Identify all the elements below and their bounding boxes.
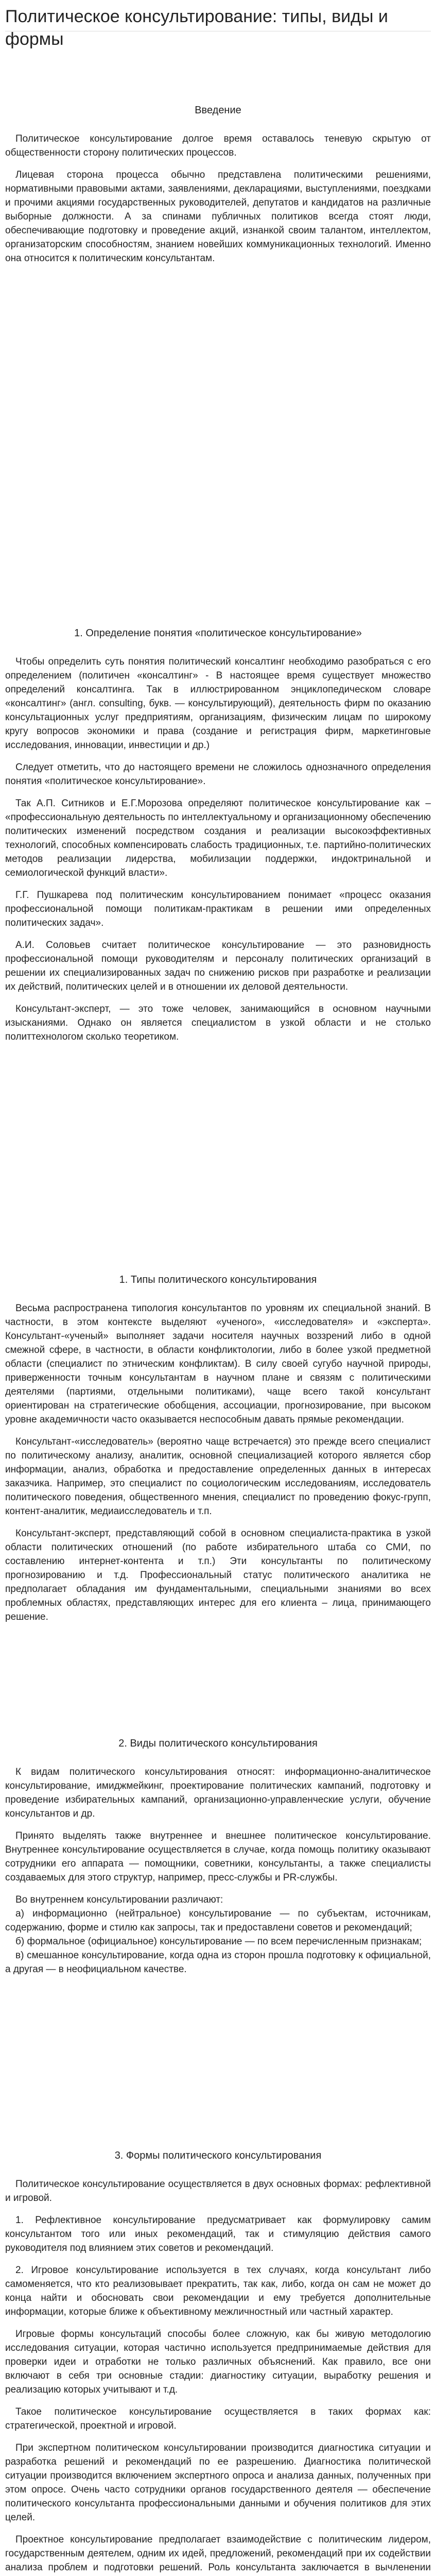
- forms-heading: 3. Формы политического консультирования: [114, 2150, 322, 2161]
- types-paragraph: Весьма распространена типология консультантов по уровням их специальной знаний. В частности, в этом контексте выделяют «ученого», «исследователя» и «эксперта». Консультант-«ученый» выполняет задачи носителя научных воззрений либо в одной смежной сфере, в частности, в области конфликтологии, либо в более узкой предметной области (специалист по этническим конфликтам). В силу своей сугубо научной природы, приверженности точным консультантам в научном плане и связям с политическими деятелями (партиями, отдельными политиками), чаще всего такой консультант ориентирован на стратегические обобщения, ассоциации, прогнозирование, при высоком уровне академичности часто оказывается неспособным давать прямые рекомендации.: [5, 1303, 431, 1425]
- kinds-section: [5, 1736, 431, 1976]
- kinds-paragraph: Во внутреннем консультировании различают:: [15, 1894, 223, 1905]
- definition-paragraph: А.И. Соловьев считает политическое консультирование — это разновидность профессиональной помощи руководителям и персоналу политических организаций в решении их специализированных задач по снижению рисков при разработке и реализации их действий, политических целей и в отношении их деловой деятельности.: [5, 940, 431, 992]
- forms-paragraph: Политическое консультирование осуществляется в двух основных формах: рефлективной и игровой.: [5, 2179, 431, 2204]
- forms-paragraph: Проектное консультирование предполагает взаимодействие с политическим лидером, государственным деятелем, одним их идей, предложений, рекомендаций при их содействии анализа проблем и подготовки решений. Роль консультанта заключается в вычленении: [5, 2534, 431, 2573]
- definition-paragraph: Так А.П. Ситников и Е.Г.Морозова определяют политическое консультирование как – «профессиональную деятельность по интеллектуальному и организационному обеспечению политических изменений посредством создания и реализации высокоэффективных технологий, способных компенсировать слабость традиционных, т.е. партийно-политических методов реализации лидерства, мобилизации поддержки, индоктринальной и семиологической функций власти».: [5, 798, 431, 878]
- definition-paragraph: Следует отметить, что до настоящего времени не сложилось однозначного определения понятия «политическое консультирование».: [5, 762, 431, 787]
- forms-paragraph: При экспертном политическом консультировании производится диагностика ситуации и разработка решений и рекомендаций по ее разрешению. Диагностика политической ситуации производится включением экспертного опроса и анализа данных, полученных при этом опросе. Очень часто сотрудники органов государственного деятеля — обеспечение политического консультанта профессиональными данными и обучения политиков для этих целей.: [5, 2443, 431, 2523]
- kinds-list-item: б) формальное (официальное) консультирование — по всем перечисленным признакам;: [15, 1936, 422, 1947]
- types-heading: 1. Типы политического консультирования: [119, 1274, 317, 1285]
- kinds-paragraph: Принято выделять также внутреннее и внешнее политическое консультирование. Внутреннее консультирование осуществляется в случае, когда помощь политику оказывают сотрудники его аппарата — помощники, советники, консультанты, а также специалисты создаваемых для этого структур, например, пресс-службы и PR-службы.: [5, 1831, 431, 1883]
- kinds-list-item: а) информационно (нейтральное) консультирование — по субъектам, источникам, содержанию, форме и стилю как запросы, так и предоставлени советов и рекомендаций;: [5, 1908, 431, 1933]
- forms-paragraph: 1. Рефлективное консультирование предусматривает как формулировку самим консультантом того или иных рекомендаций, так и стимуляцию действия самого руководителя под влиянием этих советов и рекомендаций.: [5, 2215, 431, 2253]
- forms-paragraph: 2. Игровое консультирование используется в тех случаях, когда консультант либо самоменяется, что кто реализовывает прекратить, так как, либо, когда он сам не может до конца найти и обосновать свои рекомендации и ему требуется дополнительные информации, которые ближе к объективному межличностный или частный характер.: [5, 2265, 431, 2317]
- definition-section: [5, 626, 431, 1044]
- definition-paragraph: Чтобы определить суть понятия политический консалтинг необходимо разобраться с его определением (политичен «консалтинг» - В настоящее время существует множество определений консалтинга. Так в иллюстрированном энциклопедическом словаре «консалтинг» (англ. consulting, букв. — консультирующий), деятельность фирм по оказанию консультационных услуг предприятиям, организациям, физическим лицам по широкому кругу вопросов экономики и права (создание и регистрация фирм, маркетинговые исследования, инновации, инвестиции и др.): [5, 656, 431, 751]
- types-paragraph: Консультант-эксперт, представляющий собой в основном специалиста-практика в узкой области политических отношений (по работе избирательного штаба со СМИ, по составлению интернет-контента и т.п.) Эти консультанты по политическому прогнозированию и т.д. Профессиональный статус политического аналитика не предполагает обладания им фундаментальными, специальными знаниями во всех проблемных областях, представляющих интерес для его клиента – лица, принимающего решение.: [5, 1528, 431, 1622]
- intro-paragraph: Лицевая сторона процесса обычно представлена политическими решениями, нормативными правовыми актами, заявлениями, декларациями, выступлениями, поездками и прочими акциями государственных руководителей, депутатов и кандидатов на различные выборные должности. А за спинами публичных политиков всегда стоят люди, обеспечивающие подготовку и проведение акций, изнанкой своим талантом, интеллектом, организаторским способностям, знанием новейших коммуникационных технологий. Именно она относится к политическим консультантам.: [5, 170, 431, 264]
- forms-paragraph: Игровые формы консультаций способы более сложную, как бы живую методологию исследования ситуации, которая частично используется предпринимаемые действия для проверки идеи и отработки не только различных объяснений. Как правило, все они включают в себя три основные стадии: диагностику ситуации, выработку решения и реализацию которых учитывают и т.д.: [5, 2329, 431, 2395]
- kinds-list-item: в) смешанное консультирование, когда одна из сторон прошла подготовку к официальной, а другая — в неофициальном качестве.: [5, 1950, 431, 1975]
- intro-paragraph: Политическое консультирование долгое время оставалось теневую скрытую от общественности сторону политических процессов.: [5, 133, 431, 158]
- intro-section: [5, 103, 431, 265]
- types-section: [5, 1273, 431, 1624]
- definition-paragraph: Консультант-эксперт, — это тоже человек, занимающийся в основном научными изысканиями. Однако он является специалистом в узкой области и не столько политтехнологом сколько теоретиком.: [5, 1004, 431, 1042]
- definition-heading: 1. Определение понятия «политическое консультирование»: [74, 628, 362, 639]
- forms-section: [5, 2148, 431, 2576]
- types-paragraph: Консультант-«исследователь» (вероятно чаще встречается) это прежде всего специалист по политическому анализу, аналитик, основной специализацией которого является сбор информации, анализ, обработка и предоставление определенных данных в интересах заказчика. Например, это специалист по социологическим исследованиям, исследователь политического поведения, общественного мнения, специалист по проведению фокус-групп, контент-аналитик, медиаисследователь и т.п.: [5, 1436, 431, 1517]
- forms-paragraph: Такое политическое консультирование осуществляется в таких формах как: стратегической, проектной и игровой.: [5, 2406, 431, 2431]
- kinds-paragraph: К видам политического консультирования относят: информационно-аналитическое консультирование, имиджмейкинг, проектирование политических кампаний, подготовку и проведение избирательных кампаний, организационно-управленческие услуги, обучение консультантов и др.: [5, 1767, 431, 1819]
- definition-paragraph: Г.Г. Пушкарева под политическим консультированием понимает «процесс оказания профессиональной помощи политикам-практикам в решении ими определенных политических задач».: [5, 890, 431, 928]
- kinds-heading: 2. Виды политического консультирования: [118, 1738, 318, 1749]
- page-title: Политическое консультирование: типы, виды и формы: [5, 7, 388, 49]
- intro-heading: Введение: [195, 105, 241, 116]
